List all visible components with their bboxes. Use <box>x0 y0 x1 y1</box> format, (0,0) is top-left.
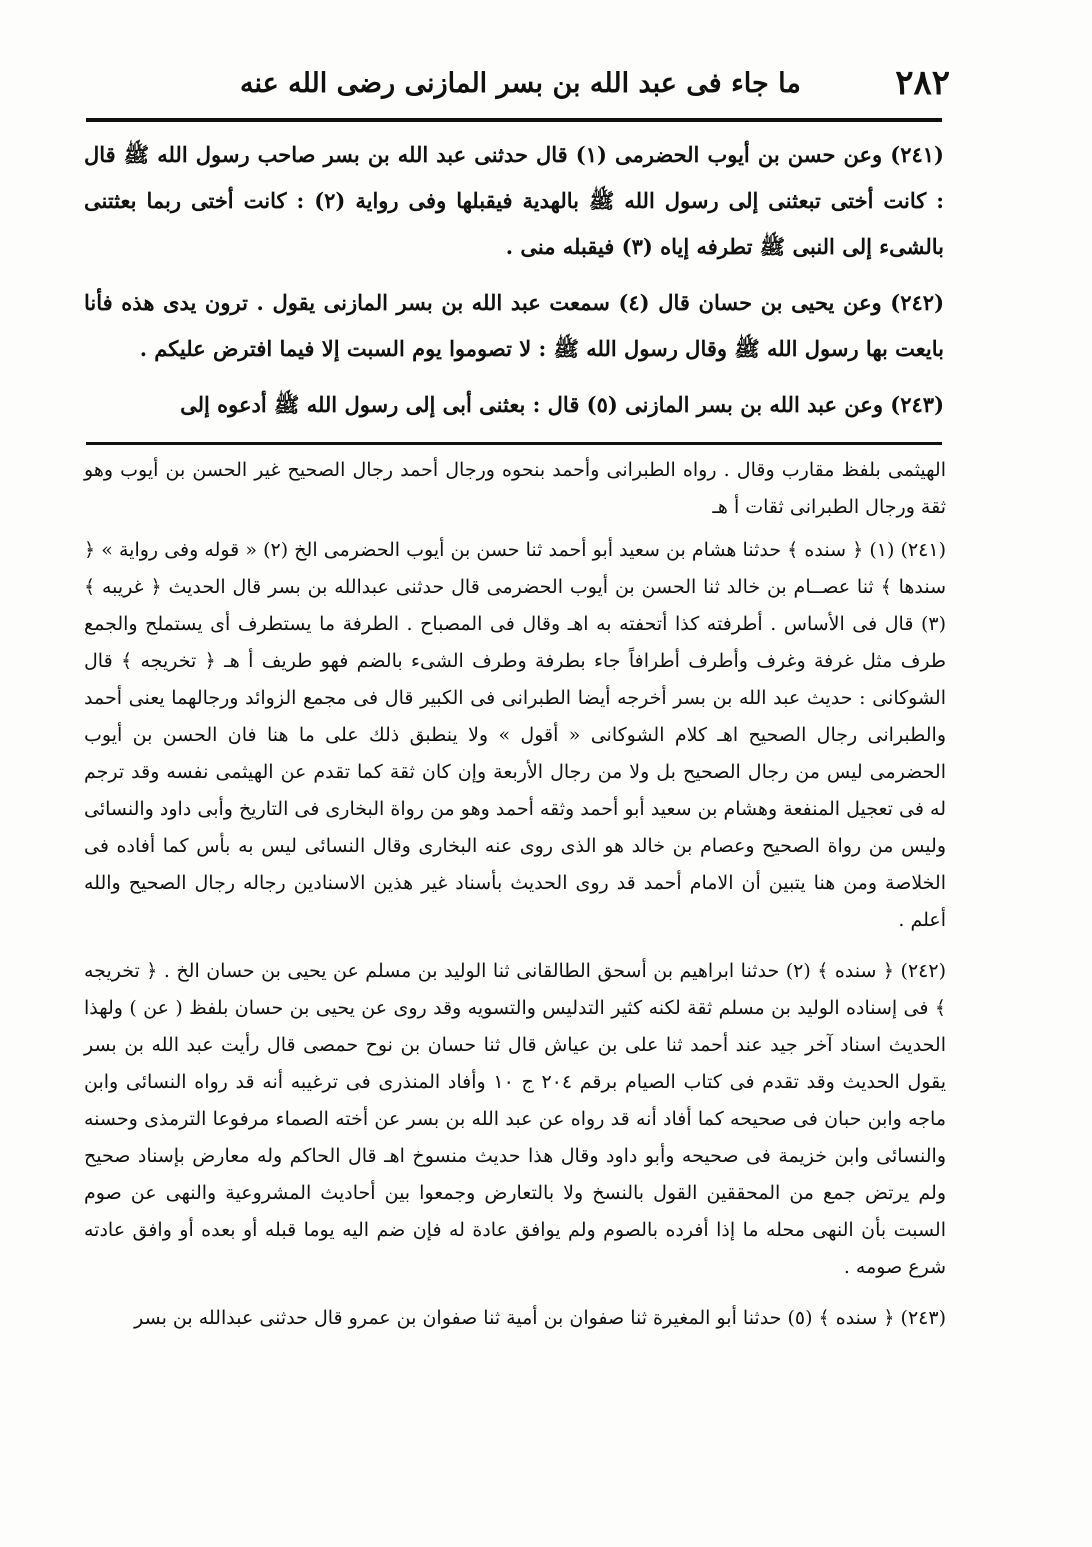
footnote-continuation: الهيثمى بلفظ مقارب وقال . رواه الطبرانى وأحمد بنحوه ورجال أحمد رجال الصحيح غير الحسن بن أيوب وهو ثقة ورجال الطبرانى ثقات أ هـ <box>84 459 946 518</box>
hadith-241: (٢٤١) وعن حسن بن أيوب الحضرمى (١) قال حدثنى عبد الله بن بسر صاحب رسول الله ﷺ قال : كانت أختى تبعثنى إلى رسول الله ﷺ بالهدية فيقبلها وفى رواية (٢) : كانت أختى ربما بعثتنى بالشىء إلى النبى ﷺ تطرفه إياه (٣) فيقبله منى . <box>84 142 944 259</box>
running-title: ما جاء فى عبد الله بن بسر المازنى رضى الله عنه <box>240 67 801 99</box>
page-number: ٢٨٢ <box>895 63 950 103</box>
main-text <box>84 132 944 438</box>
hadith-242: (٢٤٢) وعن يحيى بن حسان قال (٤) سمعت عبد الله بن بسر المازنى يقول . ترون يدى هذه فأنا بايعت بها رسول الله ﷺ وقال رسول الله ﷺ : لا تصوموا يوم السبت إلا فيما افترض عليكم . <box>84 290 944 361</box>
page-header <box>80 58 950 108</box>
footnote-241: (٢٤١) (١) ﴿ سنده ﴾ حدثنا هشام بن سعيد أبو أحمد ثنا حسن بن أيوب الحضرمى الخ (٢) « قوله وفى رواية » ﴿ سندها ﴾ ثنا عصــام بن خالد ثنا الحسن بن أيوب الحضرمى قال حدثنى عبدالله بن بسر قال الحديث ﴿ غريبه ﴾ (٣) قال فى الأساس . أطرفته كذا أتحفته به اهـ وقال فى المصباح . الطرفة ما يستطرف أى يستملح والجمع طرف مثل غرفة وغرف وأطرف أطرافاً جاء بطرفة وطرف الشىء بالضم فهو طريف أ هـ ﴿ تخريجه ﴾ قال الشوكانى : حديث عبد الله بن بسر أخرجه أيضا الطبرانى فى الكبير قال فى مجمع الزوائد ورجالهما يعنى أحمد والطبرانى رجال الصحيح اهـ كلام الشوكانى « أقول » ولا ينطبق ذلك على ما هنا فان الحسن بن أيوب الحضرمى ليس من رجال الصحيح بل ولا من رجال الأربعة وإن كان ثقة كما تقدم عن الهيثمى نفسه وقد ترجم له فى تعجيل المنفعة وهشام بن سعيد أبو أحمد وثقه أحمد وهو من رواة البخارى فى التاريخ وأبى داود والنسائى وليس من رواة الصحيح وعصام بن خالد هو الذى روى عنه البخارى وقال النسائى ليس به بأس كما أفاده فى الخلاصة ومن هنا يتبين أن الامام أحمد قد روى الحديث بأسناد غير هذين الاسنادين رجاله رجال الصحيح والله أعلم . <box>84 539 946 931</box>
footnote-242: (٢٤٢) ﴿ سنده ﴾ (٢) حدثنا ابراهيم بن أسحق الطالقانى ثنا الوليد بن مسلم عن يحيى بن حسان الخ . ﴿ تخريجه ﴾ فى إسناده الوليد بن مسلم ثقة لكنه كثير التدليس والتسويه وقد روى عن يحيى بن حسان بلفظ ( عن ) ولهذا الحديث اسناد آخر جيد عند أحمد ثنا على بن عياش قال ثنا حسان بن نوح حمصى قال رأيت عبد الله بن بسر يقول الحديث وقد تقدم فى كتاب الصيام برقم ٢٠٤ ج ١٠ وأفاد المنذرى فى ترغيبه أنه قد رواه النسائى وابن ماجه وابن حبان فى صحيحه كما أفاد أنه قد رواه عن عبد الله بن بسر عن أخته الصماء مرفوعا الترمذى وحسنه والنسائى وابن خزيمة فى صحيحه وأبو داود وقال هذا حديث منسوخ اهـ قال الحاكم وله معارض بإسناد صحيح ولم يرتض جمع من المحققين القول بالنسخ ولا بالتعارض وجمعوا بين أحاديث المشروعية والنهى عن صوم السبت بأن النهى محله ما إذا أفرده بالصوم ولم يوافق عادة له فإن ضم اليه يوما قبله أو بعده أو وافق عادته شرع صومه . <box>84 960 946 1278</box>
hadith-243: (٢٤٣) وعن عبد الله بن بسر المازنى (٥) قال : بعثنى أبى إلى رسول الله ﷺ أدعوه إلى <box>180 392 944 417</box>
footnote-rule <box>86 442 942 445</box>
footnotes <box>84 452 946 1343</box>
footnote-243: (٢٤٣) ﴿ سنده ﴾ (٥) حدثنا أبو المغيرة ثنا صفوان بن أمية ثنا صفوان بن عمرو قال حدثنى عبدالله بن بسر <box>134 1307 946 1329</box>
header-rule <box>86 118 942 122</box>
